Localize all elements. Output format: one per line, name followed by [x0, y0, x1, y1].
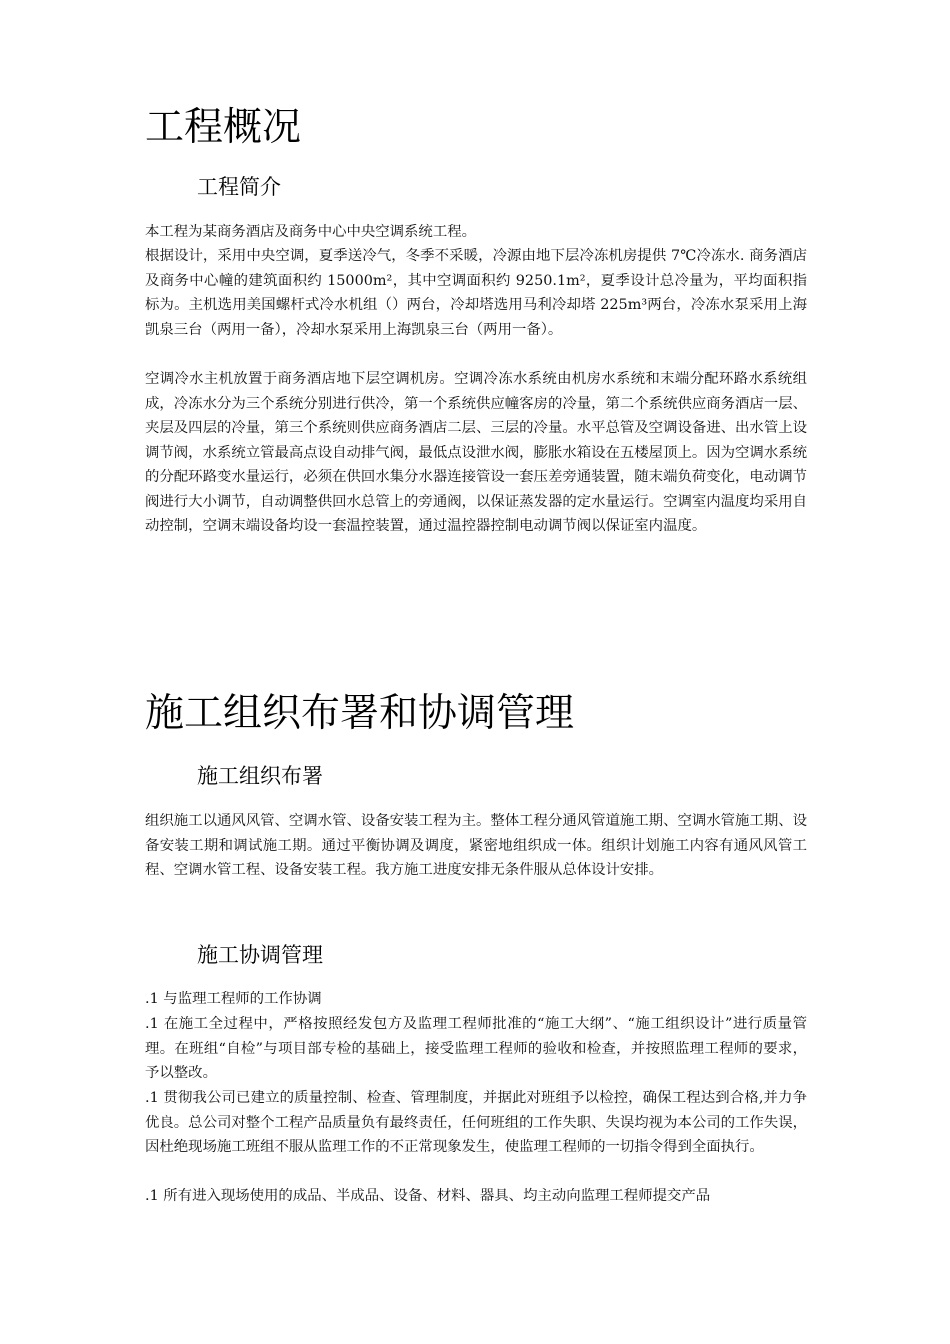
- subsection-title-coordination: 施工协调管理: [197, 943, 323, 967]
- list-item-material-submission: .1 所有进入现场使用的成品、半成品、设备、材料、器具、均主动向监理工程师提交产品: [145, 1188, 711, 1204]
- paragraph-intro: 本工程为某商务酒店及商务中心中央空调系统工程。: [145, 224, 476, 240]
- list-item-supervisor-coordination: .1 与监理工程师的工作协调: [145, 991, 322, 1007]
- section-title-organization: 施工组织布署和协调管理: [145, 691, 575, 736]
- subsection-title-introduction: 工程简介: [197, 175, 281, 199]
- paragraph-arrangement: 组织施工以通风风管、空调水管、设备安装工程为主。整体工程分通风管道施工期、空调水管施工期、设备安装工期和调试施工期。通过平衡协调及调度，紧密地组织成一体。组织计划施工内容有通风风管工程、空调水管工程、设备安装工程。我方施工进度安排无条件服从总体设计安排。: [145, 813, 807, 878]
- list-item-quality-management: .1 在施工全过程中，严格按照经发包方及监理工程师批准的“施工大纲”、“施工组织设计”进行质量管理。在班组“自检”与项目部专检的基础上，接受监理工程师的验收和检查，并按照监理工程师的要求，予以整改。: [145, 1016, 807, 1081]
- list-item-quality-control: .1 贯彻我公司已建立的质量控制、检查、管理制度，并据此对班组予以检控，确保工程达到合格,并力争优良。总公司对整个工程产品质量负有最终责任，任何班组的工作失职、失误均视为本公司的工作失误，因杜绝现场施工班组不服从监理工作的不正常现象发生，使监理工程师的一切指令得到全面执行。: [145, 1090, 807, 1155]
- paragraph-design: 根据设计，采用中央空调，夏季送冷气，冬季不采暖，冷源由地下层冷冻机房提供 7℃冷冻水. 商务酒店及商务中心幢的建筑面积约 15000m²，其中空调面积约 9250.1m²，夏季设计总冷量为，平均面积指标为。主机选用美国螺杆式冷水机组（）两台，冷却塔选用马利冷却塔 225m³两台，冷冻水泵采用上海凯泉三台（两用一备），冷却水泵采用上海凯泉三台（两用一备）。: [145, 248, 807, 338]
- section-title-overview: 工程概况: [145, 105, 302, 150]
- subsection-title-arrangement: 施工组织布署: [197, 764, 323, 788]
- paragraph-chiller: 空调冷水主机放置于商务酒店地下层空调机房。空调冷冻水系统由机房水系统和末端分配环路水系统组成，冷冻水分为三个系统分别进行供冷，第一个系统供应幢客房的冷量，第二个系统供应商务酒店一层、夹层及四层的冷量，第三个系统则供应商务酒店二层、三层的冷量。水平总管及空调设备进、出水管上设调节阀，水系统立管最高点设自动排气阀，最低点设泄水阀，膨胀水箱设在五楼屋顶上。因为空调水系统的分配环路变水量运行，必须在供回水集分水器连接管设一套压差旁通装置，随末端负荷变化，电动调节阀进行大小调节，自动调整供回水总管上的旁通阀，以保证蒸发器的定水量运行。空调室内温度均采用自动控制，空调末端设备均设一套温控装置，通过温控器控制电动调节阀以保证室内温度。: [145, 371, 807, 534]
